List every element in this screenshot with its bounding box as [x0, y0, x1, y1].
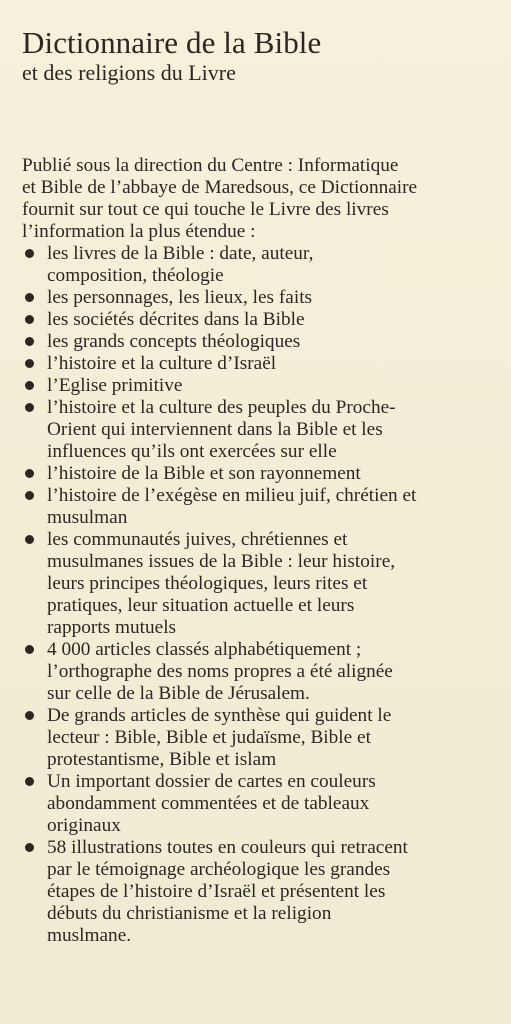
- list-item: Un important dossier de cartes en couleurs abondamment commentées et de tableaux originaux: [22, 771, 493, 837]
- book-subtitle: et des religions du Livre: [22, 60, 236, 85]
- list-item: l’histoire de l’exégèse en milieu juif, chrétien et musulman: [22, 485, 493, 529]
- topics-list: [22, 243, 493, 639]
- list-item: l’histoire et la culture d’Israël: [22, 353, 493, 375]
- list-item: l’histoire de la Bible et son rayonnement: [22, 463, 493, 485]
- list-item: les grands concepts théologiques: [22, 331, 493, 353]
- list-item: les communautés juives, chrétiennes et musulmanes issues de la Bible : leur histoire, leurs principes théologiques, leurs rites et pratiques, leur situation actuelle et leurs rapports mutuels: [22, 529, 493, 639]
- list-item: l’Eglise primitive: [22, 375, 493, 397]
- features-list: [22, 639, 493, 947]
- intro-paragraph: Publié sous la direction du Centre : Informatique et Bible de l’abbaye de Maredsous, ce Dictionnaire fournit sur tout ce qui touche le Livre des livres l’information la plus étendue :: [22, 155, 418, 242]
- list-item: De grands articles de synthèse qui guident le lecteur : Bible, Bible et judaïsme, Bible et protestantisme, Bible et islam: [22, 705, 493, 771]
- list-item: 58 illustrations toutes en couleurs qui retracent par le témoignage archéologique les grandes étapes de l’histoire d’Israël et présentent les débuts du christianisme et la religion muslmane.: [22, 837, 493, 947]
- list-item: 4 000 articles classés alphabétiquement ; l’orthographe des noms propres a été alignée sur celle de la Bible de Jérusalem.: [22, 639, 493, 705]
- list-item: les sociétés décrites dans la Bible: [22, 309, 493, 331]
- list-item: les livres de la Bible : date, auteur, composition, théologie: [22, 243, 493, 287]
- book-title: Dictionnaire de la Bible: [22, 25, 322, 60]
- list-item: l’histoire et la culture des peuples du Proche- Orient qui interviennent dans la Bible et les influences qu’ils ont exercées sur elle: [22, 397, 493, 463]
- list-item: les personnages, les lieux, les faits: [22, 287, 493, 309]
